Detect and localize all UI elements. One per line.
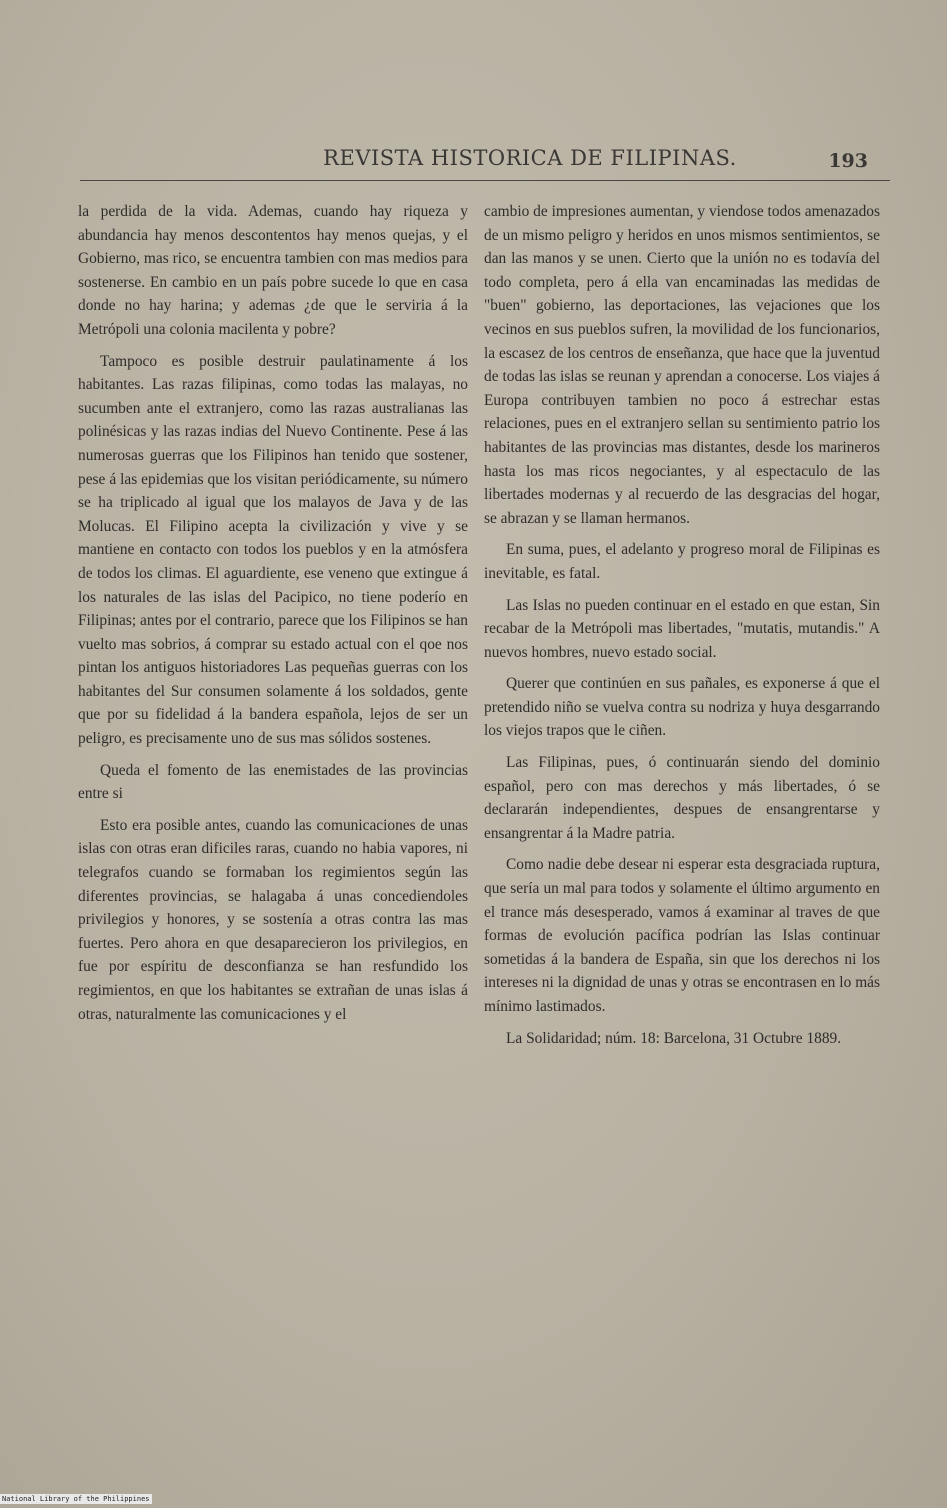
paragraph: cambio de impresiones aumentan, y viendose todos amenazados de un mismo peligro y heridos en unos mismos sentimientos, se dan las manos y se unen. Cierto que la unión no es todavía del todo completa, pero á ella van encaminadas las medidas de "buen" gobierno, las deportaciones, las vejaciones que los vecinos en sus pueblos sufren, la movilidad de los funcionarios, la escasez de los centros de enseñanza, que hace que la juventud de todas las islas se reunan y aprendan a conocerse. Los viajes á Europa contribuyen tambien no poco á estrechar estas relaciones, pues en el extranjero sellan su sentimiento patrio los habitantes de las provincias mas distantes, desde los marineros hasta los mas ricos negociantes, y al espectaculo de las libertades modernas y al recuerdo de las desgracias del hogar, se abrazan y se llaman hermanos.: [484, 203, 880, 527]
header-rule: [80, 180, 890, 181]
paragraph: Queda el fomento de las enemistades de las provincias entre si: [78, 761, 468, 803]
paragraph: En suma, pues, el adelanto y progreso moral de Filipinas es inevitable, es fatal.: [484, 541, 880, 582]
paragraph: Esto era posible antes, cuando las comunicaciones de unas islas con otras eran dificiles raras, cuando no habia vapores, ni telegrafos cuando se formaban los regimientos según las diferentes provincias, se halagaba á unas concediendoles privilegios y honores, y se sostenía a otras contra las mas fuertes. Pero ahora en que desaparecieron los privilegios, en fue por espíritu de desconfianza se han resfundido los regimientos, en que los habitantes se extrañan de unas islas á otras, naturalmente las comunicaciones y el: [78, 816, 468, 1023]
paragraph: Querer que continúen en sus pañales, es exponerse á que el pretendido niño se vuelva contra su nodriza y huya desgarrando los viejos trapos que le ciñen.: [484, 675, 880, 740]
library-credit: National Library of the Philippines: [2, 1495, 150, 1503]
paragraph: Como nadie debe desear ni esperar esta desgraciada ruptura, que sería un mal para todos y solamente el último argumento en el trance más desesperado, vamos á examinar al traves de que formas de evolución pacífica podrían las Islas continuar sometidas á la bandera de España, sin que los derechos ni los intereses ni la dignidad de unas y otras se encontrasen en lo más mínimo lastimados.: [484, 856, 880, 1015]
paragraph: Las Islas no pueden continuar en el estado en que estan, Sin recabar de la Metrópoli mas libertades, "mutatis, mutandis." A nuevos hombres, nuevo estado social.: [484, 596, 880, 661]
paragraph: Tampoco es posible destruir paulatinamente á los habitantes. Las razas filipinas, como todas las malayas, no sucumben ante el extranjero, como las razas australianas las polinésicas y las razas indias del Nuevo Continente. Pese á las numerosas guerras que los Filipinos han tenido que sostener, pese á las epidemias que los visitan periódicamente, su número se ha triplicado al igual que los malayos de Java y de las Molucas. El Filipino acepta la civilización y vive y se mantiene en contacto con todos los pueblos y en la atmósfera de todos los climas. El aguardiente, ese veneno que extingue á los naturales de las islas del Pacipico, no tiene poderío en Filipinas; antes por el contrario, parece que los Filipinos se han vuelto mas sobrios, á comprar su estado actual con el qoe nos pintan los antiguos historiadores Las pequeñas guerras con los habitantes del Sur consumen solamente á los soldados, gente que por su fidelidad á la bandera española, lejos de ser un peligro, es precisamente uno de sus mas sólidos sostenes.: [78, 352, 468, 748]
journal-title: REVISTA HISTORICA DE FILIPINAS.: [323, 146, 737, 170]
right-column: [484, 200, 880, 1058]
running-header: [80, 146, 890, 186]
source-citation: La Solidaridad; núm. 18: Barcelona, 31 Octubre 1889.: [506, 1029, 842, 1047]
page-number: 193: [828, 150, 868, 172]
paragraph: la perdida de la vida. Ademas, cuando hay riqueza y abundancia hay menos descontentos hay menos quejas, y el Gobierno, mas rico, se encuentra tambien con mas medios para sostenerse. En cambio en un país pobre sucede lo que en casa donde no hay harina; y ademas ¿de que le serviria á la Metrópoli una colonia macilenta y pobre?: [78, 203, 468, 338]
paragraph: Las Filipinas, pues, ó continuarán siendo del dominio español, pero con mas derechos y más libertades, ó se declararán independientes, despues de ensangrentarse y ensangrentar á la Madre patria.: [484, 754, 880, 842]
left-column: [78, 200, 468, 1034]
